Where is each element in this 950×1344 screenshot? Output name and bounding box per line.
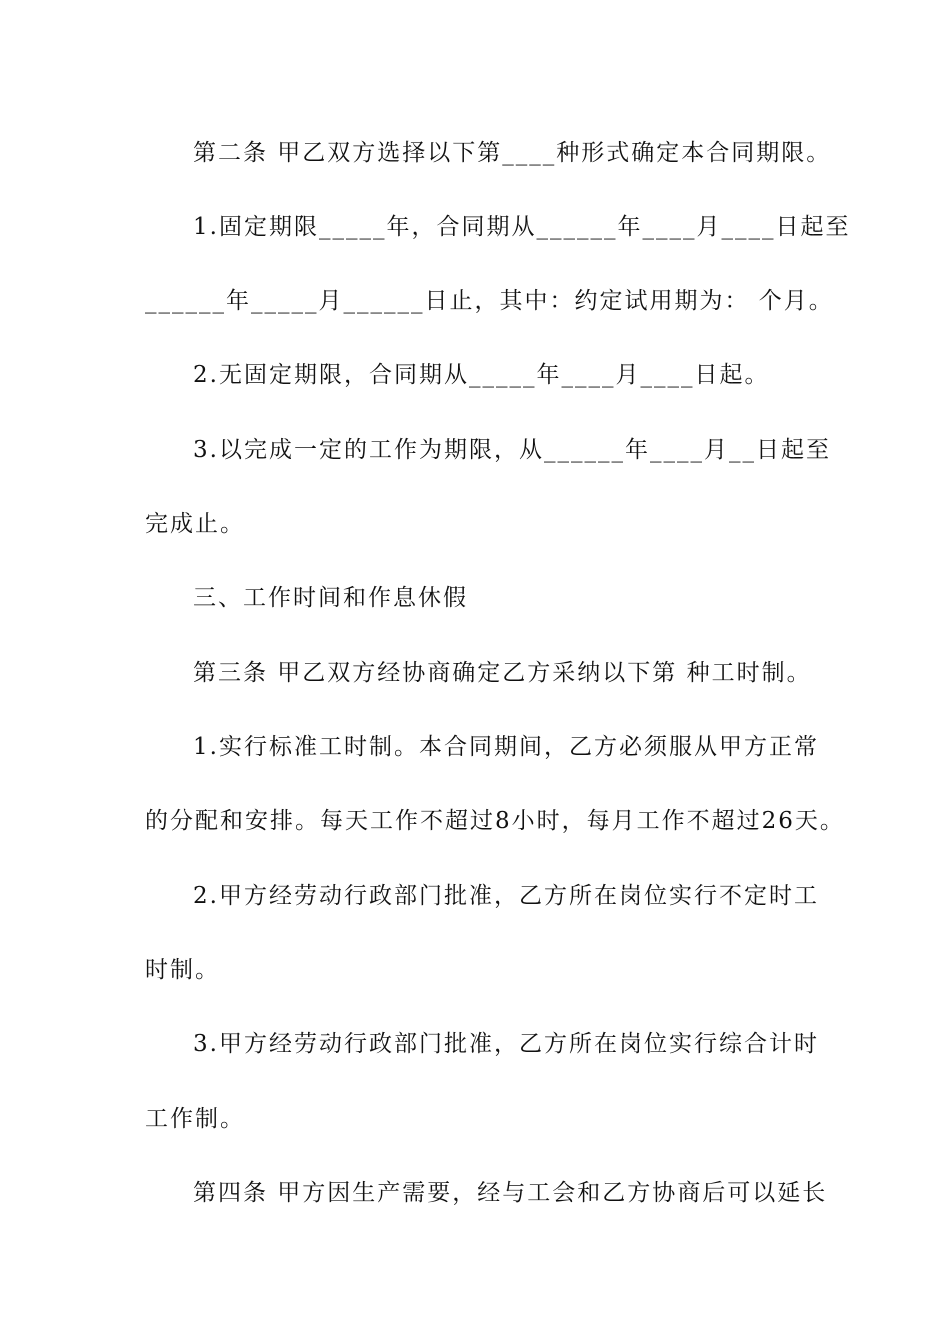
hours-option-3-continuation: 工作制。 bbox=[145, 1106, 245, 1132]
article-2-heading: 第二条 甲乙双方选择以下第____种形式确定本合同期限。 bbox=[193, 140, 832, 166]
article-4-heading: 第四条 甲方因生产需要，经与工会和乙方协商后可以延长 bbox=[193, 1180, 828, 1206]
option-3-continuation: 完成止。 bbox=[145, 511, 245, 537]
option-2-open-term: 2.无固定期限，合同期从_____年____月____日起。 bbox=[193, 362, 770, 388]
option-3-task-term: 3.以完成一定的工作为期限，从______年____月__日起至 bbox=[193, 437, 831, 463]
article-3-heading: 第三条 甲乙双方经协商确定乙方采纳以下第 种工时制。 bbox=[193, 660, 812, 686]
option-1-continuation: ______年_____月______日止，其中：约定试用期为： 个月。 bbox=[145, 288, 834, 314]
hours-option-2-continuation: 时制。 bbox=[145, 957, 220, 983]
hours-option-2: 2.甲方经劳动行政部门批准，乙方所在岗位实行不定时工 bbox=[193, 883, 819, 909]
section-3-heading: 三、工作时间和作息休假 bbox=[193, 585, 468, 611]
hours-option-1-continuation: 的分配和安排。每天工作不超过8小时，每月工作不超过26天。 bbox=[145, 808, 845, 834]
hours-option-3: 3.甲方经劳动行政部门批准，乙方所在岗位实行综合计时 bbox=[193, 1031, 819, 1057]
option-1-fixed-term: 1.固定期限_____年，合同期从______年____月____日起至 bbox=[193, 214, 851, 240]
hours-option-1: 1.实行标准工时制。本合同期间，乙方必须服从甲方正常 bbox=[193, 734, 819, 760]
